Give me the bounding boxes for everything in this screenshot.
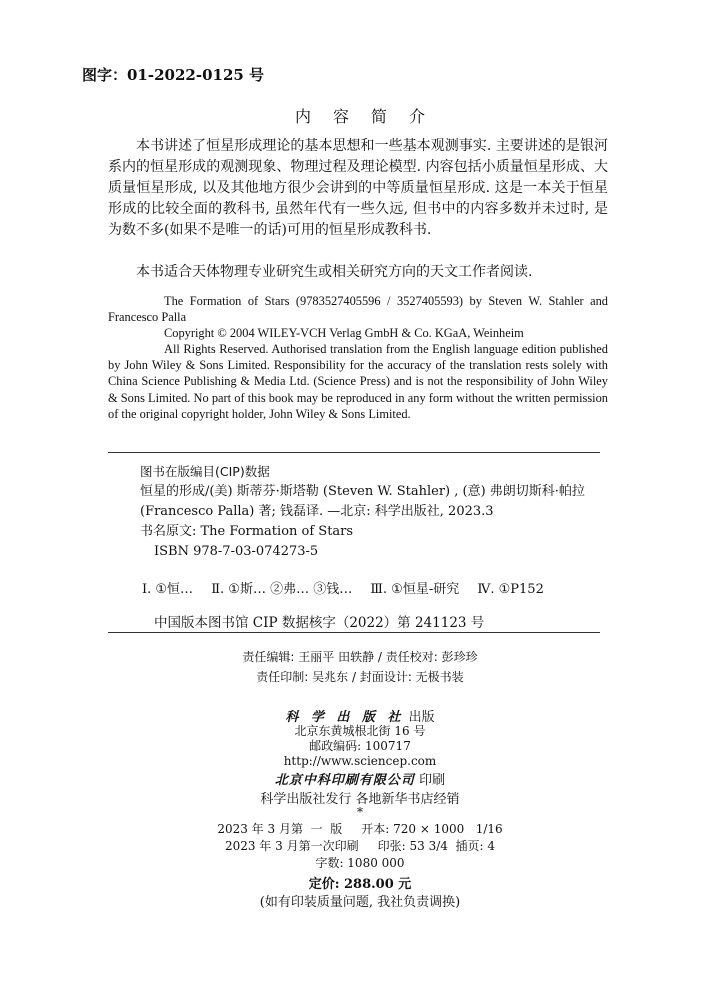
staff-production: 责任印制: 吴兆东 / 封面设计: 无极书装 <box>256 670 464 684</box>
summary-title: 内容简介 <box>294 107 447 126</box>
distribution-info: 科学出版社发行 各地新华书店经销 <box>260 792 460 807</box>
quality-notice: (如有印装质量问题, 我社负责调换) <box>259 895 461 910</box>
publisher-suffix: 出版 <box>408 710 435 725</box>
english-line-copyright: Copyright © 2004 WILEY-VCH Verlag GmbH & Co. KGaA, Weinheim <box>164 326 524 340</box>
cip-class-2: Ⅱ. ①斯… ②弗… ③钱… <box>211 582 353 597</box>
printer-line <box>0 769 720 788</box>
printer-logo: 北京中科印刷有限公司 <box>274 773 415 788</box>
divider-top <box>108 452 600 453</box>
cip-data-number: 中国版本图书馆 CIP 数据核字（2022）第 241123 号 <box>154 615 485 631</box>
cip-entry-text: 恒星的形成/(美) 斯蒂芬·斯塔勒 (Steven W. Stahler) , (意) 弗朗切斯科·帕拉 (Francesco Palla) 著; 钱磊译. —北京: 科学出版社, 2023.3 <box>140 484 585 519</box>
publisher-logo: 科 学 出 版 社 <box>285 710 405 725</box>
printer-suffix: 印刷 <box>419 773 446 788</box>
summary-paragraph-2 <box>108 262 608 283</box>
cip-heading: 图书在版编目(CIP)数据 <box>140 464 270 479</box>
english-rights <box>108 341 608 422</box>
publisher-address: 北京东黄城根北街 16 号 <box>294 724 426 738</box>
cip-entry <box>140 482 610 522</box>
publisher-url: http://www.sciencep.com <box>283 754 437 768</box>
english-copyright <box>108 325 608 341</box>
edition-info: 2023 年 3 月第 一 版 开本: 720 × 1000 1/16 <box>217 822 503 836</box>
english-line-rights: All Rights Reserved. Authorised translation from the English language edition published by John Wiley & Sons Limited. Responsibility for the accuracy of the translation rests solely with China Science Publishing & Media Ltd. (Science Press) and is not the responsibility of John Wiley & Sons Limited. No part of this book may be reproduced in any form without the written permission of the original copyright holder, John Wiley & Sons Limited. <box>108 342 608 421</box>
cip-original-title: 书名原文: The Formation of Stars <box>140 524 354 539</box>
divider-bottom <box>108 632 600 633</box>
staff-editors: 责任编辑: 王丽平 田轶静 / 责任校对: 彭珍珍 <box>242 650 478 664</box>
summary-paragraph-1-text: 本书讲述了恒星形成理论的基本思想和一些基本观测事实. 主要讲述的是银河系内的恒星形成的观测现象、物理过程及理论模型. 内容包括小质量恒星形成、大质量恒星形成, 以及其他地方很少会讲到的中等质量恒星形成. 这是一本关于恒星形成的比较全面的教科书, 虽然年代有一些久远, 但书中的内容多数并未过时, 是为数不多(如果不是唯一的话)可用的恒星形成教科书. <box>108 138 608 238</box>
cip-class-3: Ⅲ. ①恒星-研究 <box>370 582 460 597</box>
english-line-title: The Formation of Stars (9783527405596 / 3527405593) by Steven W. Stahler and Francesco Palla <box>108 294 608 325</box>
copyright-registration-number: 图字：01-2022-0125 号 <box>82 66 265 84</box>
publisher-line <box>0 706 720 725</box>
price: 定价: 288.00 元 <box>308 877 412 892</box>
summary-paragraph-1 <box>108 136 608 241</box>
cip-class-4: Ⅳ. ①P152 <box>477 582 544 597</box>
english-book-info <box>108 293 608 325</box>
separator-star: * <box>357 805 363 819</box>
summary-paragraph-2-text: 本书适合天体物理专业研究生或相关研究方向的天文工作者阅读. <box>136 264 533 280</box>
cip-isbn: ISBN 978-7-03-074273-5 <box>154 544 319 559</box>
cip-class-1: Ⅰ. ①恒… <box>142 582 194 597</box>
cip-classification <box>142 578 558 597</box>
publisher-postcode: 邮政编码: 100717 <box>309 739 411 753</box>
word-count: 字数: 1080 000 <box>315 856 405 870</box>
printing-info: 2023 年 3 月第一次印刷 印张: 53 3/4 插页: 4 <box>224 839 496 853</box>
